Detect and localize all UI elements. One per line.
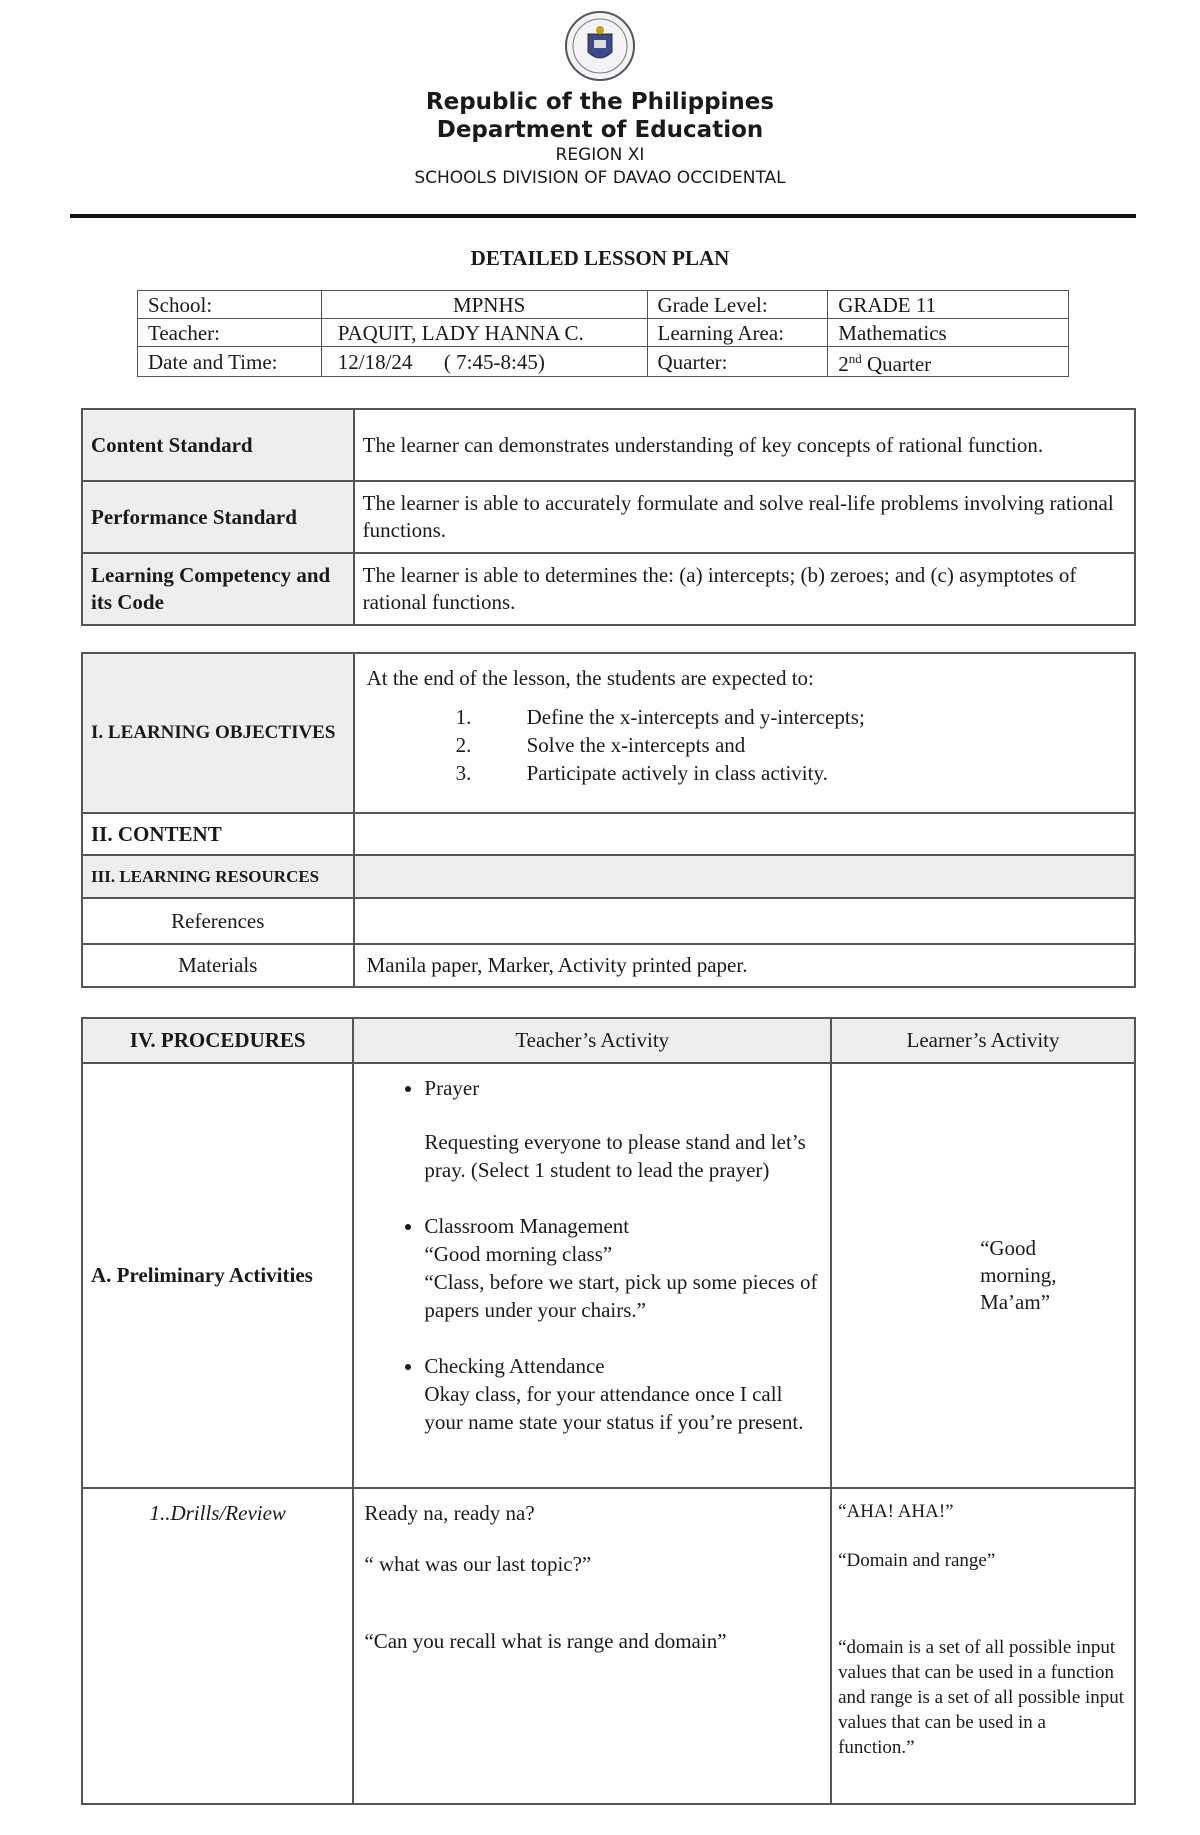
table-row: [82, 1488, 1135, 1804]
drills-teacher-1: Ready na, ready na?: [364, 1501, 535, 1525]
drills-learner-2: “Domain and range”: [838, 1550, 996, 1571]
drills-learner-1: “AHA! AHA!”: [838, 1501, 954, 1522]
prayer-title: • Prayer: [424, 1076, 480, 1100]
management-line2: “Class, before we start, pick up some pieces of papers under your chairs.”: [424, 1270, 818, 1322]
date-label: Date and Time:: [138, 347, 322, 377]
management-line1: “Good morning class”: [424, 1242, 613, 1266]
materials-label: Materials: [82, 944, 354, 987]
grade-label: Grade Level:: [647, 291, 828, 319]
procedures-table: [81, 1017, 1136, 1805]
content-standard-text: The learner can demonstrates understanding of key concepts of rational function.: [354, 409, 1135, 481]
table-row: [82, 409, 1135, 481]
table-row: [82, 855, 1135, 898]
list-item: 3. Participate actively in class activity.: [477, 759, 1126, 787]
header-divider: [70, 214, 1136, 218]
list-item: 2. Solve the x-intercepts and: [477, 731, 1126, 759]
list-item: [424, 1352, 820, 1436]
table-row: [82, 1018, 1135, 1063]
objectives-list: [367, 703, 1126, 787]
teacher-value: PAQUIT, LADY HANNA C.: [321, 319, 647, 347]
objectives-table: [81, 652, 1136, 988]
attendance-text: Okay class, for your attendance once I call your name state your status if you’re present.: [424, 1382, 804, 1434]
references-label: References: [82, 898, 354, 944]
learner-activity-header: Learner’s Activity: [831, 1018, 1135, 1063]
header-division: SCHOOLS DIVISION OF DAVAO OCCIDENTAL: [414, 168, 786, 188]
date-value: 12/18/24 ( 7:45-8:45): [321, 347, 647, 377]
objectives-intro: At the end of the lesson, the students are expected to:: [366, 666, 814, 690]
quarter-word: Quarter: [861, 352, 932, 376]
header-region: REGION XI: [555, 145, 645, 165]
area-label: Learning Area:: [647, 319, 828, 347]
resources-label: III. LEARNING RESOURCES: [82, 855, 354, 898]
drills-label: 1..Drills/Review: [82, 1488, 353, 1804]
teacher-activity-header: Teacher’s Activity: [353, 1018, 831, 1063]
drills-learner-3: “domain is a set of all possible input values that can be used in a function and range is a set of all possible input values that can be used in a function.”: [838, 1637, 1125, 1758]
preliminary-label: A. Preliminary Activities: [82, 1063, 353, 1488]
competency-label: Learning Competency and its Code: [82, 553, 354, 625]
references-value: [354, 898, 1135, 944]
header-department: Department of Education: [436, 117, 764, 143]
table-row: [82, 898, 1135, 944]
performance-standard-label: Performance Standard: [82, 481, 354, 553]
school-value: MPNHS: [321, 291, 647, 319]
table-row: [82, 481, 1135, 553]
content-standard-label: Content Standard: [82, 409, 354, 481]
table-row: [82, 944, 1135, 987]
standards-table: [81, 408, 1136, 626]
drills-teacher-3: “Can you recall what is range and domain”: [364, 1629, 727, 1653]
grade-value: GRADE 11: [828, 291, 1069, 319]
teacher-label: Teacher:: [138, 319, 322, 347]
resources-value: [354, 855, 1135, 898]
list-item: [424, 1074, 820, 1184]
quarter-label: Quarter:: [647, 347, 828, 377]
content-label: II. CONTENT: [82, 813, 354, 855]
prayer-text: Requesting everyone to please stand and let’s pray. (Select 1 student to lead the prayer): [424, 1130, 806, 1182]
deped-seal-icon: [564, 10, 636, 82]
quarter-value: [828, 347, 1069, 377]
table-row: [138, 319, 1069, 347]
info-table: [137, 290, 1069, 377]
table-row: [82, 653, 1135, 813]
header-republic: Republic of the Philippines: [425, 89, 775, 115]
table-row: [82, 553, 1135, 625]
quarter-number: 2: [838, 352, 849, 376]
content-value: [354, 813, 1135, 855]
list-item: 1. Define the x-intercepts and y-intercepts;: [477, 703, 1126, 731]
attendance-title: • Checking Attendance: [424, 1354, 605, 1378]
management-title: • Classroom Management: [424, 1214, 630, 1238]
preliminary-list: [354, 1074, 820, 1436]
table-row: [82, 813, 1135, 855]
materials-value: Manila paper, Marker, Activity printed paper.: [354, 944, 1135, 987]
performance-standard-text: The learner is able to accurately formulate and solve real-life problems involving rational functions.: [354, 481, 1135, 553]
area-value: Mathematics: [828, 319, 1069, 347]
school-label: School:: [138, 291, 322, 319]
competency-text: The learner is able to determines the: (a) intercepts; (b) zeroes; and (c) asymptotes of rational functions.: [354, 553, 1135, 625]
drills-teacher-2: “ what was our last topic?”: [364, 1552, 592, 1576]
page-title: DETAILED LESSON PLAN: [470, 246, 730, 270]
table-row: [82, 1063, 1135, 1488]
list-item: [424, 1212, 820, 1324]
objectives-label: I. LEARNING OBJECTIVES: [82, 653, 354, 813]
table-row: [138, 347, 1069, 377]
table-row: [138, 291, 1069, 319]
procedures-header: IV. PROCEDURES: [82, 1018, 353, 1063]
preliminary-learner-response: “Good morning, Ma’am”: [831, 1063, 1135, 1488]
quarter-suffix: nd: [848, 351, 862, 366]
